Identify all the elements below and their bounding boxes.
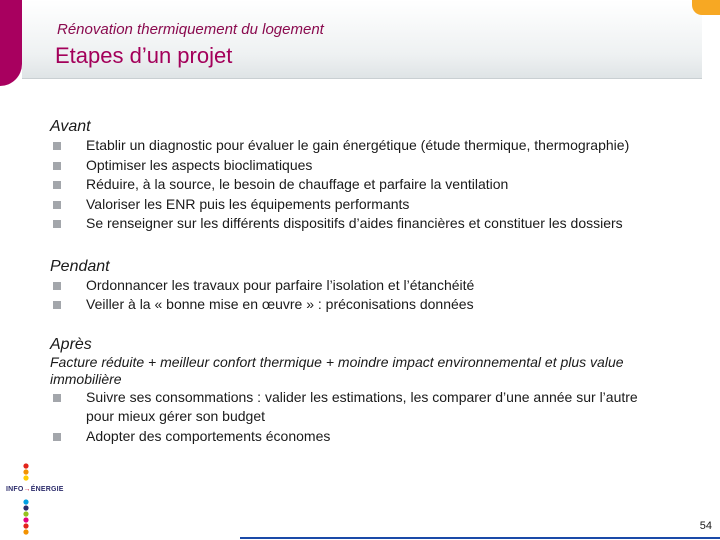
bullet-icon — [53, 301, 61, 309]
page-number: 54 — [699, 520, 712, 532]
slide-content — [50, 117, 660, 446]
list-item-text: Réduire, à la source, le besoin de chauffage et parfaire la ventilation — [86, 176, 509, 192]
list-item-text: Suivre ses consommations : valider les estimations, les comparer d’une année sur l’autre pour mieux gérer son budget — [86, 388, 638, 424]
section-intro-apres: Facture réduite + meilleur confort thermique + moindre impact environnemental et plus value immobilière — [50, 353, 624, 387]
section-title-pendant: Pendant — [50, 257, 110, 275]
footer-rule — [240, 537, 720, 539]
list-item — [50, 388, 660, 427]
list-item-text: Optimiser les aspects bioclimatiques — [86, 156, 313, 173]
slide-title: Etapes d’un projet — [55, 43, 233, 68]
list-item-text: Adopter des comportements économes — [86, 427, 331, 444]
header-right-accent — [692, 0, 720, 15]
bullet-icon — [53, 142, 61, 150]
slide-subtitle: Rénovation thermiquement du logement — [57, 21, 324, 38]
list-item — [50, 136, 660, 156]
bullet-list-avant — [50, 136, 660, 234]
list-item-text: Valoriser les ENR puis les équipements performants — [86, 195, 410, 212]
spacer — [50, 234, 660, 257]
bullet-icon — [53, 433, 61, 441]
list-item — [50, 427, 660, 447]
logo-dots-icon — [16, 462, 36, 536]
bullet-list-apres — [50, 388, 660, 447]
section-title-apres: Après — [50, 335, 92, 353]
bullet-icon — [53, 181, 61, 189]
logo-wordmark — [6, 486, 64, 493]
list-item — [50, 276, 660, 296]
header-left-accent — [0, 0, 22, 86]
logo-text-left: INFO — [6, 486, 24, 493]
bullet-list-pendant — [50, 276, 660, 315]
bullet-icon — [53, 282, 61, 290]
list-item — [50, 156, 660, 176]
list-item-text: Se renseigner sur les différents dispositifs d’aides financières et constituer les dossiers — [86, 215, 623, 231]
list-item — [50, 214, 660, 234]
slide-header — [0, 0, 720, 82]
bullet-icon — [53, 201, 61, 209]
logo-arrow-icon: → — [23, 486, 31, 493]
logo-text-right: ÉNERGIE — [30, 486, 64, 493]
list-item — [50, 195, 660, 215]
list-item — [50, 295, 660, 315]
bullet-icon — [53, 394, 61, 402]
spacer — [50, 315, 660, 335]
list-item-text: Etablir un diagnostic pour évaluer le gain énergétique (étude thermique, thermographie) — [86, 137, 630, 153]
section-title-avant: Avant — [50, 118, 91, 135]
list-item-text: Veiller à la « bonne mise en œuvre » : préconisations données — [86, 296, 474, 312]
info-energie-logo — [6, 462, 70, 536]
list-item-text: Ordonnancer les travaux pour parfaire l’isolation et l’étanchéité — [86, 276, 475, 293]
bullet-icon — [53, 220, 61, 228]
bullet-icon — [53, 162, 61, 170]
list-item — [50, 175, 660, 195]
